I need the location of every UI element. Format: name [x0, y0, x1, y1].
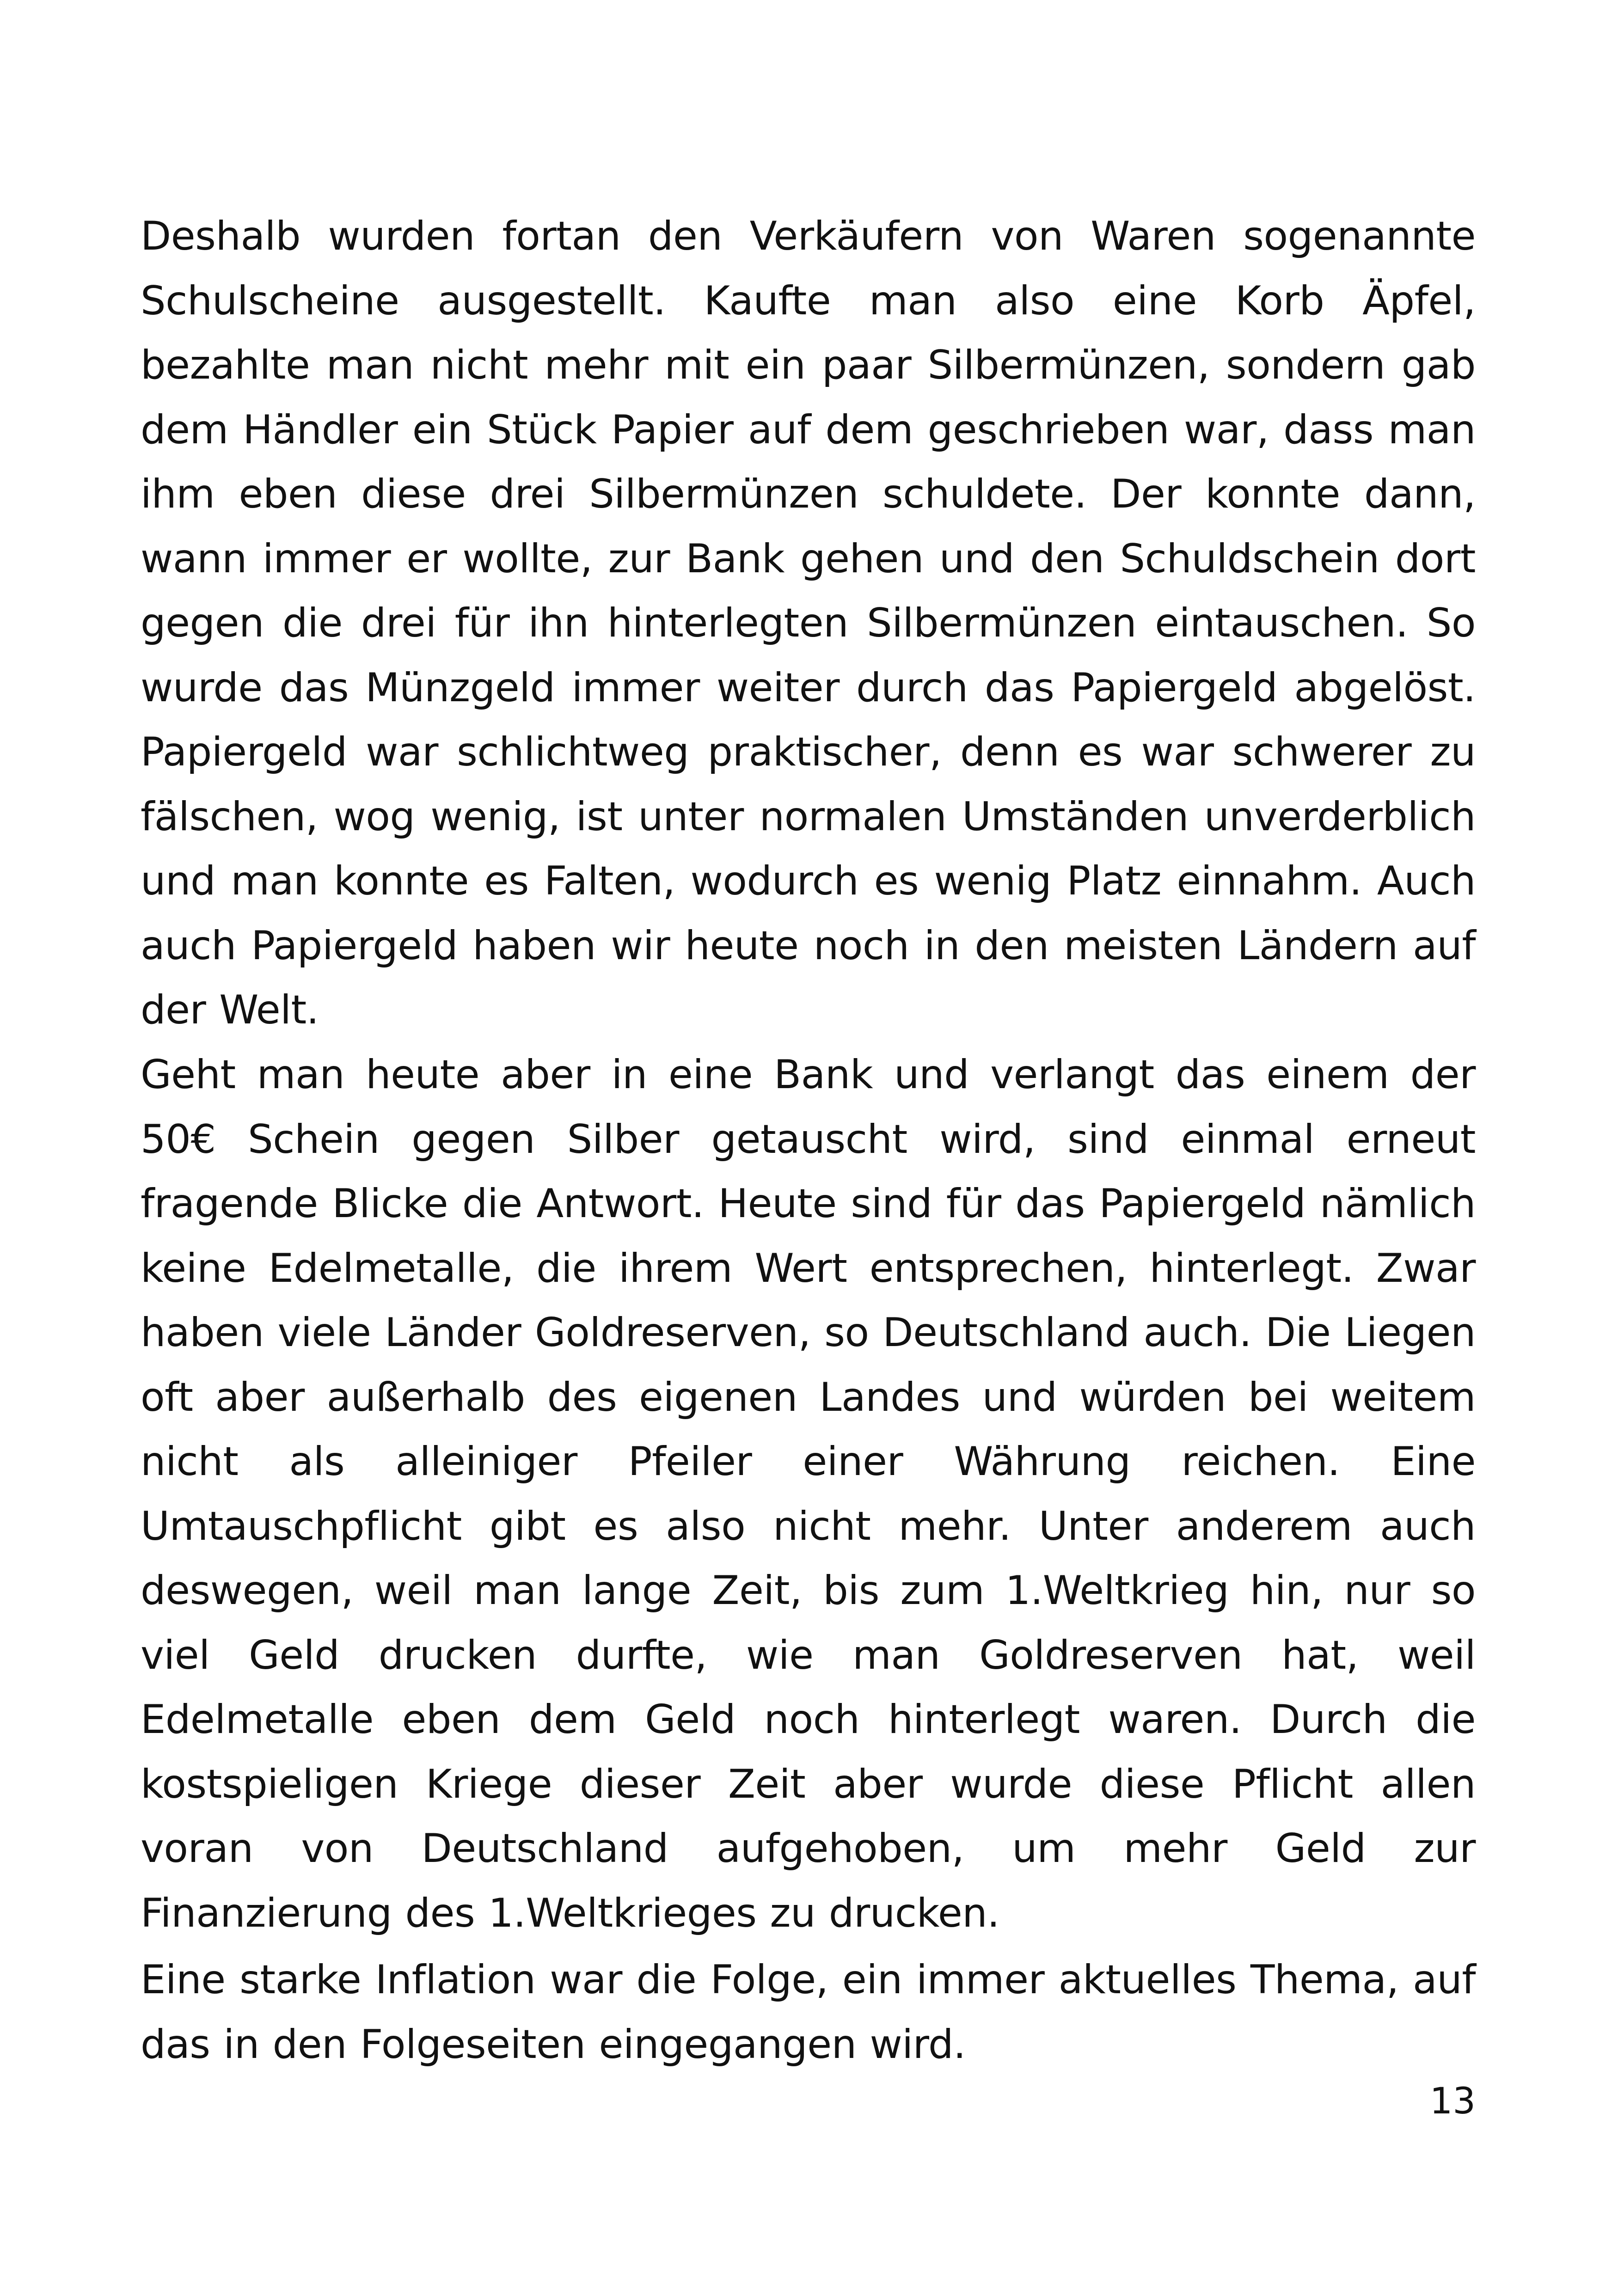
paragraph-inflation: Eine starke Inflation war die Folge, ein immer aktuelles Thema, auf das in den Folgeseiten eingegangen wird.	[141, 1957, 1476, 2068]
paragraph-schuldscheine: Deshalb wurden fortan den Verkäufern von Waren sogenannte Schulscheine ausgestellt. Kaufte man also eine Korb Äpfel, bezahlte man nicht mehr mit ein paar Silbermünzen, sondern gab dem Händler ein Stück Papier auf dem geschrieben war, dass man ihm eben diese drei Silbermünzen schuldete. Der konnte dann, wann immer er wollte, zur Bank gehen und den Schuldschein dort gegen die drei für ihn hinterlegten Silbermünzen eintauschen. So wurde das Münzgeld immer weiter durch das Papiergeld abgelöst. Papiergeld war schlichtweg praktischer, denn es war schwerer zu fälschen, wog wenig, ist unter normalen Umständen unverderblich und man konnte es Falten, wodurch es wenig Platz einnahm. Auch auch Papiergeld haben wir heute noch in den meisten Ländern auf der Welt.	[141, 213, 1476, 1033]
page-number: 13	[1429, 2081, 1476, 2122]
paragraph-goldreserven: Geht man heute aber in eine Bank und verlangt das einem der 50€ Schein gegen Silber getauscht wird, sind einmal erneut fragende Blicke die Antwort. Heute sind für das Papiergeld nämlich keine Edelmetalle, die ihrem Wert entsprechen, hinterlegt. Zwar haben viele Länder Goldreserven, so Deutschland auch. Die Liegen oft aber außerhalb des eigenen Landes und würden bei weitem nicht als alleiniger Pfeiler einer Währung reichen. Eine Umtauschpflicht gibt es also nicht mehr. Unter anderem auch deswegen, weil man lange Zeit, bis zum 1.Weltkrieg hin, nur so viel Geld drucken durfte, wie man Goldreserven hat, weil Edelmetalle eben dem Geld noch hinterlegt waren. Durch die kostspieligen Kriege dieser Zeit aber wurde diese Pflicht allen voran von Deutschland aufgehoben, um mehr Geld zur Finanzierung des 1.Weltkrieges zu drucken.	[141, 1052, 1476, 1936]
